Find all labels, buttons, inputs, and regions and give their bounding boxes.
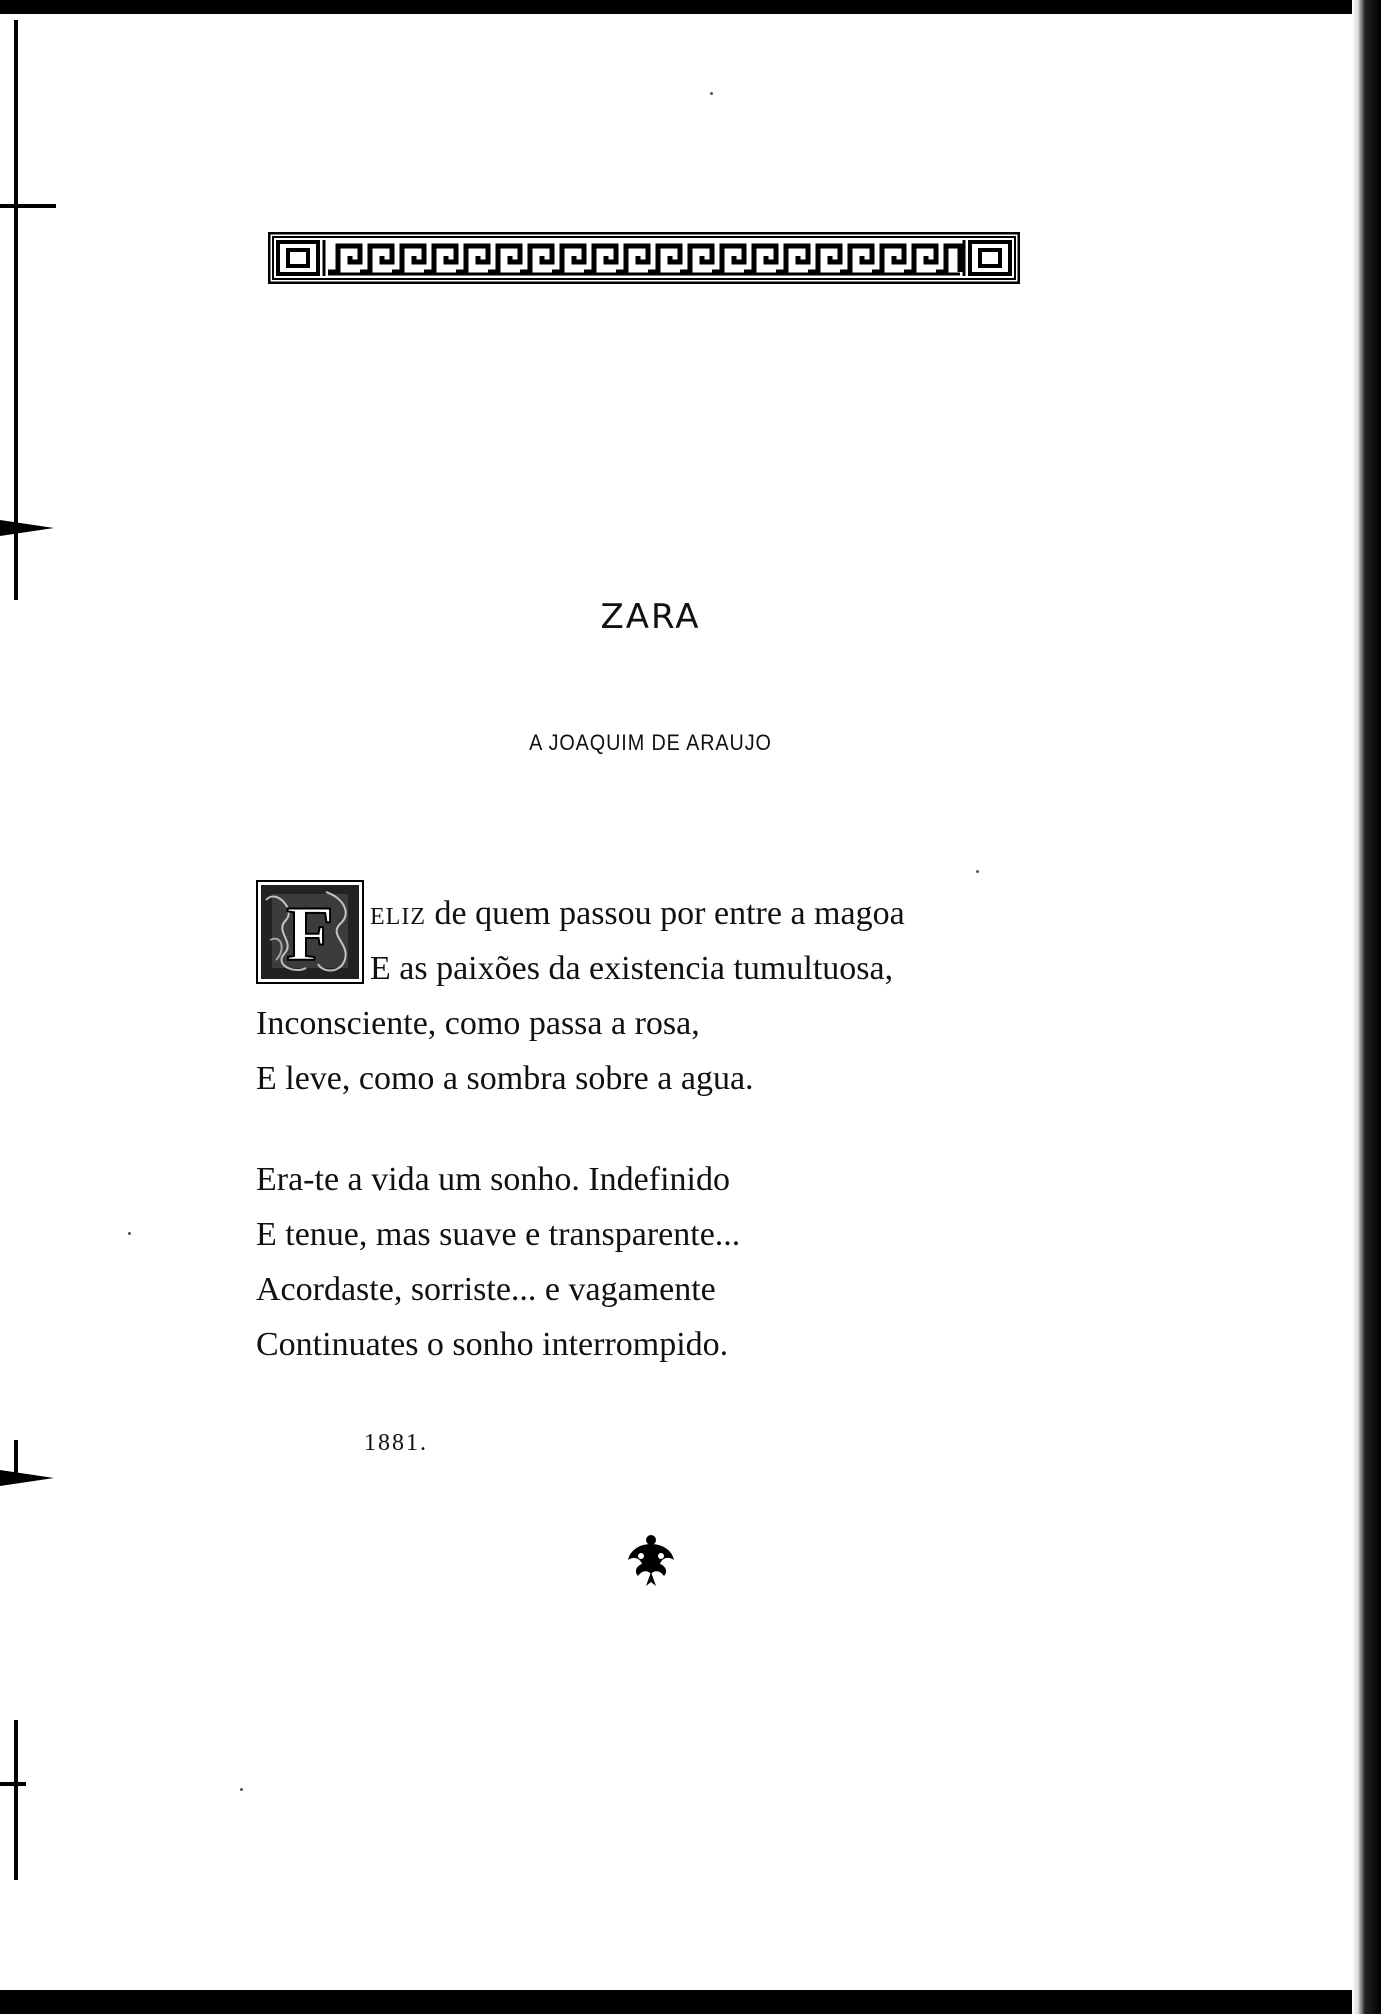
scan-edge-bottom — [0, 1990, 1381, 2014]
poem-line: E leve, como a sombra sobre a agua. — [256, 1060, 754, 1097]
greek-key-border-icon — [268, 232, 1020, 284]
poem-line: Continuates o sonho interrompido. — [256, 1326, 729, 1363]
stanza-2 — [256, 1152, 740, 1372]
poem-line: Era-te a vida um sonho. Indefinido — [256, 1161, 730, 1198]
stanza-1 — [256, 886, 905, 1106]
binding-mark-upper — [0, 20, 60, 600]
scan-speck — [976, 870, 979, 873]
fleuron-icon — [624, 1532, 678, 1588]
line-text: de quem passou por entre a magoa — [425, 895, 905, 932]
scan-edge-right — [1352, 0, 1381, 2014]
poem-line: Acordaste, sorriste... e vagamente — [256, 1271, 716, 1308]
poem-line — [256, 886, 905, 941]
drop-cap-letter: F — [286, 890, 334, 977]
poem-line: E tenue, mas suave e transparente... — [256, 1216, 741, 1253]
scan-edge-top — [0, 0, 1381, 14]
scan-speck — [710, 92, 713, 95]
poem-title: ZARA — [600, 596, 701, 637]
first-word-rest: eliz — [370, 895, 426, 932]
scan-speck — [128, 1232, 131, 1235]
poem-line: E as paixões da existencia tumultuosa, — [370, 950, 894, 987]
scan-speck — [240, 1788, 243, 1791]
dedication: A JOAQUIM DE ARAUJO — [529, 730, 772, 755]
poem-line: Inconsciente, como passa a rosa, — [256, 1005, 700, 1042]
poem-date: 1881. — [364, 1430, 428, 1456]
binding-mark-lower — [0, 1440, 60, 1500]
binding-mark-bottom — [0, 1720, 60, 1880]
